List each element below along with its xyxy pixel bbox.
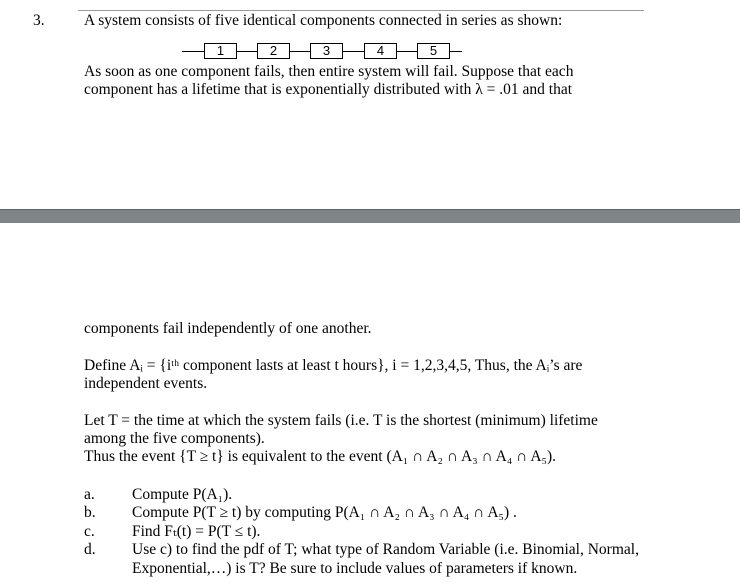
component-box: 2	[257, 43, 290, 59]
wire	[397, 51, 417, 52]
text-line: components fail independently of one another.	[84, 320, 372, 337]
wire	[237, 51, 257, 52]
wire	[290, 51, 310, 52]
define-line: independent events.	[84, 375, 208, 392]
page-divider-edge	[0, 209, 740, 210]
series-diagram	[182, 43, 462, 59]
define-line: Define Aᵢ = {iᵗʰ component lasts at least t hours}, i = 1,2,3,4,5, Thus, the Aᵢ’s are	[84, 357, 583, 374]
item-text: Compute P(T ≥ t) by computing P(A₁ ∩ A₂ ∩ A₃ ∩ A₄ ∩ A₅) .	[132, 504, 517, 521]
wire-out	[450, 51, 462, 52]
item-text: Use c) to find the pdf of T; what type of Random Variable (i.e. Binomial, Normal,	[132, 541, 639, 558]
component-box: 5	[417, 43, 450, 59]
text-line: component has a lifetime that is exponentially distributed with λ = .01 and that	[84, 81, 573, 98]
wire	[343, 51, 364, 52]
thus-line: Thus the event {T ≥ t} is equivalent to the event (A₁ ∩ A₂ ∩ A₃ ∩ A₄ ∩ A₅).	[84, 448, 557, 465]
component-box: 4	[364, 43, 397, 59]
item-text: Compute P(A₁).	[132, 486, 233, 503]
item-letter: b.	[84, 504, 96, 521]
page-divider	[0, 209, 740, 223]
item-text: Exponential,…) is T? Be sure to include values of parameters if known.	[132, 560, 578, 577]
item-text: Find Fₜ(t) = P(T ≤ t).	[132, 523, 261, 540]
top-rule	[78, 10, 644, 11]
problem-number: 3.	[33, 12, 45, 29]
text-line: As soon as one component fails, then entire system will fail. Suppose that each	[84, 63, 574, 80]
component-box: 1	[204, 43, 237, 59]
item-letter: c.	[84, 523, 95, 540]
let-line: among the five components).	[84, 430, 265, 447]
item-letter: a.	[84, 486, 95, 503]
item-letter: d.	[84, 541, 96, 558]
wire-in	[182, 51, 204, 52]
intro-line: A system consists of five identical components connected in series as shown:	[84, 12, 563, 29]
let-line: Let T = the time at which the system fails (i.e. T is the shortest (minimum) lifetime	[84, 412, 598, 429]
component-box: 3	[310, 43, 343, 59]
